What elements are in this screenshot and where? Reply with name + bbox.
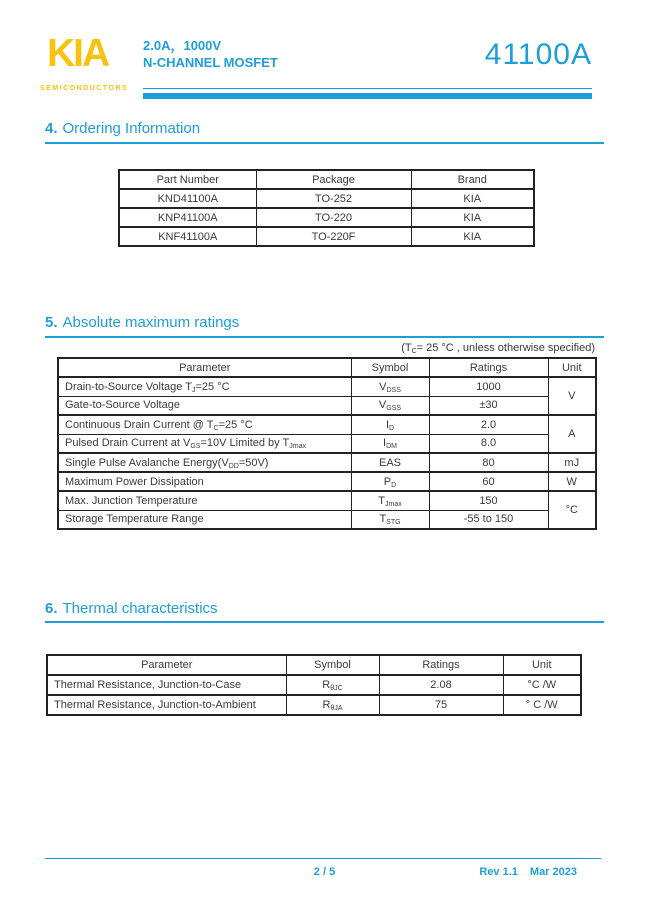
header-rule-thin — [143, 88, 592, 89]
section-heading-thermal — [45, 600, 218, 617]
table-row — [58, 396, 596, 415]
column-header-symbol: Symbol — [351, 358, 429, 377]
cell-package: TO-220 — [256, 208, 411, 227]
table-row — [58, 510, 596, 529]
revision-date: Mar 2023 — [529, 866, 577, 878]
cell-symbol: $T_{STG}$ — [351, 510, 429, 529]
cell-rating: -55 to 150 — [429, 510, 548, 529]
cell-unit: ° C /W — [503, 695, 581, 715]
column-header-unit: Unit — [503, 655, 581, 675]
cell-brand: KIA — [411, 208, 534, 227]
section-number: 4. — [45, 120, 58, 137]
cell-parameter: Pulsed Drain Current at $V_{GS}=10V$ Limited by $T_{Jmax}$ — [58, 434, 351, 453]
device-spec — [143, 37, 278, 71]
cell-unit: mJ — [548, 453, 596, 472]
cell-parameter: Gate-to-Source Voltage — [58, 396, 351, 415]
cell-symbol: $R_{\theta JA}$ — [286, 695, 379, 715]
thermal-characteristics-table — [46, 654, 582, 716]
cell-unit: °C — [548, 491, 596, 529]
footer-rule — [45, 858, 601, 859]
table-row — [119, 189, 534, 208]
header-rule-thick — [143, 93, 592, 99]
section-heading-ordering — [45, 120, 200, 137]
cell-parameter: Thermal Resistance, Junction-to-Ambient — [47, 695, 286, 715]
cell-parameter: Drain-to-Source Voltage $T_J=25$ °C — [58, 377, 351, 396]
table-row — [58, 377, 596, 396]
revision-label: Rev 1.1 — [479, 866, 518, 878]
table-row — [58, 472, 596, 491]
cell-parameter: Max. Junction Temperature — [58, 491, 351, 510]
column-header-ratings: Ratings — [429, 358, 548, 377]
table-row — [58, 434, 596, 453]
section-rule-abs-max — [45, 336, 604, 338]
column-header-brand: Brand — [411, 170, 534, 189]
cell-rating: 2.08 — [379, 675, 503, 695]
column-header-symbol: Symbol — [286, 655, 379, 675]
cell-unit: W — [548, 472, 596, 491]
device-spec-line2: N-CHANNEL MOSFET — [143, 55, 278, 70]
kia-logo: KIA — [47, 32, 109, 75]
cell-rating: 8.0 — [429, 434, 548, 453]
table-row — [58, 453, 596, 472]
section-heading-abs-max — [45, 314, 239, 331]
table-header-row — [47, 655, 581, 675]
section-number: 6. — [45, 600, 58, 617]
cell-unit: °C /W — [503, 675, 581, 695]
cell-part-number: KNF41100A — [119, 227, 256, 246]
section-title: Absolute maximum ratings — [62, 314, 240, 331]
cell-rating: 150 — [429, 491, 548, 510]
cell-symbol: $T_{Jmax}$ — [351, 491, 429, 510]
cell-parameter: Storage Temperature Range — [58, 510, 351, 529]
cell-symbol: $R_{\theta JC}$ — [286, 675, 379, 695]
cell-part-number: KNP41100A — [119, 208, 256, 227]
cell-rating: ±30 — [429, 396, 548, 415]
cell-symbol: $I_D$ — [351, 415, 429, 434]
column-header-part-number: Part Number — [119, 170, 256, 189]
cell-unit: V — [548, 377, 596, 415]
cell-parameter: Maximum Power Dissipation — [58, 472, 351, 491]
cell-rating: 2.0 — [429, 415, 548, 434]
column-header-parameter: Parameter — [47, 655, 286, 675]
column-header-parameter: Parameter — [58, 358, 351, 377]
cell-brand: KIA — [411, 227, 534, 246]
cell-unit: A — [548, 415, 596, 453]
revision-info — [479, 866, 577, 878]
cell-symbol: EAS — [351, 453, 429, 472]
cell-symbol: $V_{GSS}$ — [351, 396, 429, 415]
page-number: 2 / 5 — [313, 866, 336, 878]
test-condition-note: ($T_C= 25$ °C , unless otherwise specified) — [401, 342, 595, 355]
absolute-maximum-ratings-table — [57, 357, 597, 530]
cell-rating: 80 — [429, 453, 548, 472]
kia-logo-subtitle: SEMICONDUCTORS — [40, 85, 129, 92]
cell-package: TO-252 — [256, 189, 411, 208]
cell-symbol: $V_{DSS}$ — [351, 377, 429, 396]
part-number-title: 41100A — [484, 38, 592, 71]
cell-package: TO-220F — [256, 227, 411, 246]
table-header-row — [119, 170, 534, 189]
ordering-table — [118, 169, 535, 247]
cell-parameter: Single Pulse Avalanche $Energy(V_{DD}=50V)$ — [58, 453, 351, 472]
table-header-row — [58, 358, 596, 377]
cell-parameter: Continuous Drain Current @ $T_C=25$ °C — [58, 415, 351, 434]
section-rule-thermal — [45, 621, 604, 623]
section-title: Ordering Information — [62, 120, 201, 137]
cell-brand: KIA — [411, 189, 534, 208]
table-row — [47, 695, 581, 715]
table-row — [58, 415, 596, 434]
table-row — [119, 227, 534, 246]
section-number: 5. — [45, 314, 58, 331]
cell-parameter: Thermal Resistance, Junction-to-Case — [47, 675, 286, 695]
table-row — [58, 491, 596, 510]
cell-rating: 75 — [379, 695, 503, 715]
cell-symbol: $P_D$ — [351, 472, 429, 491]
column-header-package: Package — [256, 170, 411, 189]
section-title: Thermal characteristics — [62, 600, 218, 617]
cell-rating: 60 — [429, 472, 548, 491]
cell-rating: 1000 — [429, 377, 548, 396]
column-header-unit: Unit — [548, 358, 596, 377]
cell-symbol: $I_{DM}$ — [351, 434, 429, 453]
section-rule-ordering — [45, 142, 604, 144]
device-spec-line1: 2.0A，1000V — [143, 38, 222, 53]
table-row — [47, 675, 581, 695]
column-header-ratings: Ratings — [379, 655, 503, 675]
cell-part-number: KND41100A — [119, 189, 256, 208]
table-row — [119, 208, 534, 227]
